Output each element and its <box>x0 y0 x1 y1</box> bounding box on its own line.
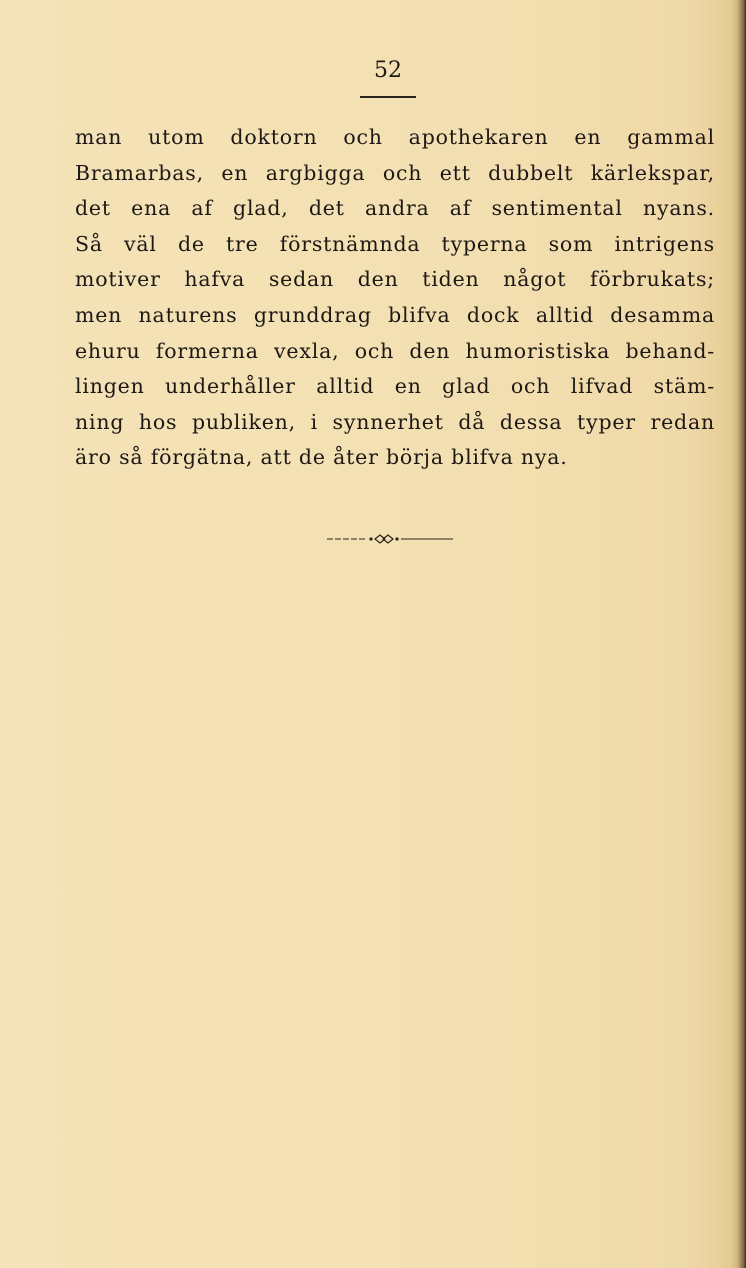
text-line: ehuru formerna vexla, och den humoristiska behand- <box>75 338 715 363</box>
page-edge-shadow <box>732 0 746 1268</box>
page-number: 52 <box>374 58 402 83</box>
text-line: Så väl de tre förstnämnda typerna som intrigens <box>75 231 715 256</box>
text-line: Bramarbas, en argbigga och ett dubbelt kärlekspar, <box>75 160 715 185</box>
page-number-rule <box>360 96 416 98</box>
text-line: lingen underhåller alltid en glad och lifvad stäm- <box>75 374 715 399</box>
text-line: det ena af glad, det andra af sentimental nyans. <box>75 196 715 221</box>
body-text <box>75 120 715 476</box>
section-end-ornament-icon <box>327 532 453 546</box>
text-line: motiver hafva sedan den tiden något förbrukats; <box>75 267 715 292</box>
text-line: ning hos publiken, i synnerhet då dessa typer redan <box>75 409 715 434</box>
text-line: men naturens grunddrag blifva dock alltid desamma <box>75 302 715 327</box>
text-line: man utom doktorn och apothekaren en gammal <box>75 125 715 149</box>
text-line: äro så förgätna, att de åter börja blifva nya. <box>75 445 568 470</box>
